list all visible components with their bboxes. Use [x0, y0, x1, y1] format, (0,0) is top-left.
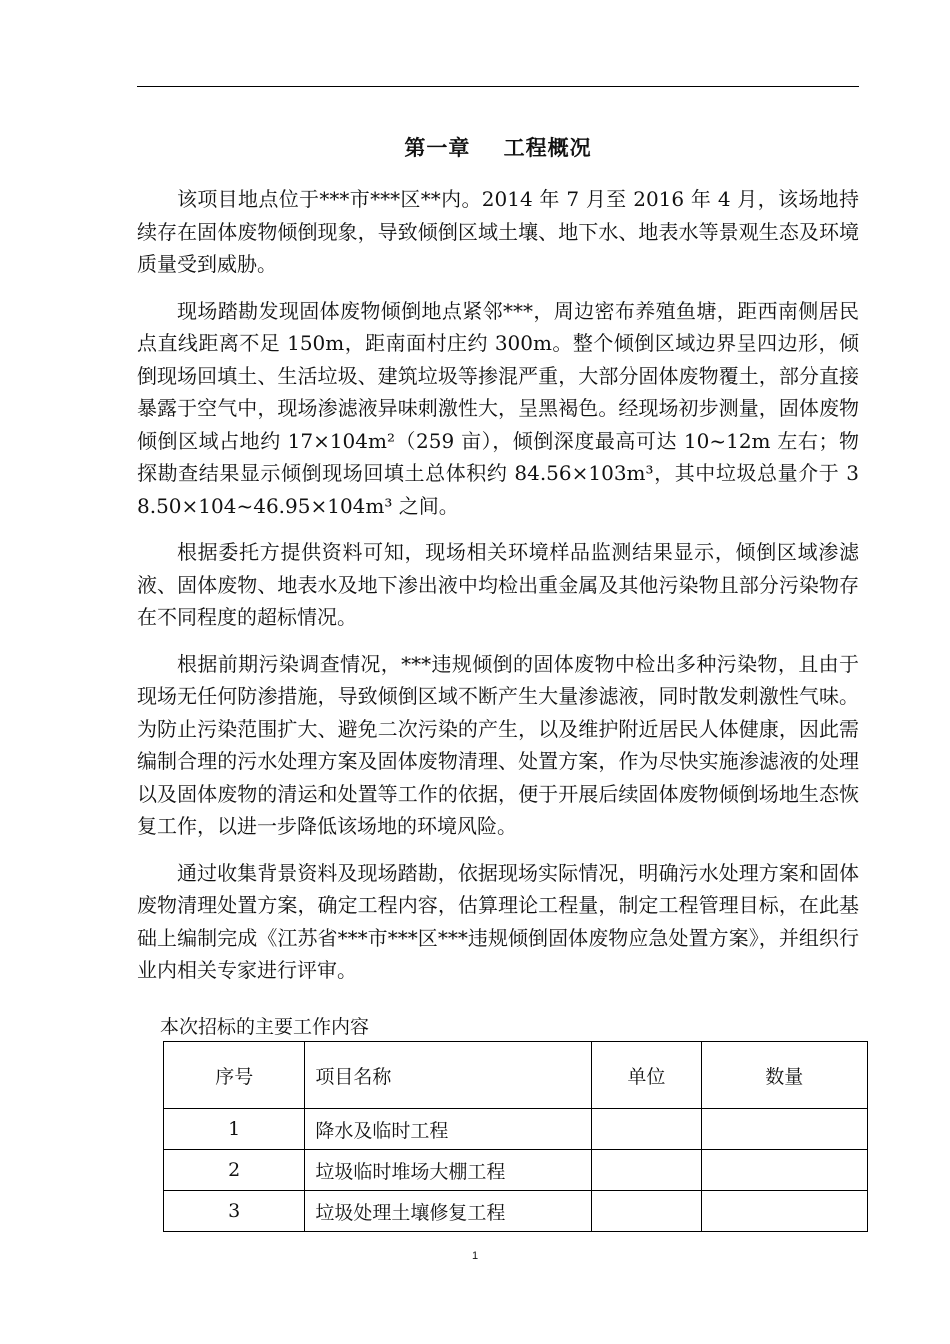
table-row: [164, 1109, 868, 1150]
row-project-name: 垃圾处理土壤修复工程: [305, 1191, 592, 1232]
row-index: 3: [164, 1191, 305, 1232]
table-row: [164, 1191, 868, 1232]
row-unit: [592, 1109, 701, 1150]
paragraph-pollution-investigation: 根据前期污染调查情况，***违规倾倒的固体废物中检出多种污染物，且由于现场无任何防渗措施，导致倾倒区域不断产生大量渗滤液，同时散发刺激性气味。为防止污染范围扩大、避免二次污染的产生，以及维护附近居民人体健康，因此需编制合理的污水处理方案及固体废物清理、处置方案，作为尽快实施渗滤液的处理以及固体废物的清运和处置等工作的依据，便于开展后续固体废物倾倒场地生态恢复工作，以进一步降低该场地的环境风险。: [137, 651, 859, 838]
work-content-table: [163, 1041, 868, 1232]
paragraph-plan-preparation: 通过收集背景资料及现场踏勘，依据现场实际情况，明确污水处理方案和固体废物清理处置方案，确定工程内容，估算理论工程量，制定工程管理目标，在此基础上编制完成《江苏省***市***区***违规倾倒固体废物应急处置方案》，并组织行业内相关专家进行评审。: [137, 860, 859, 982]
body-text: [137, 183, 859, 1001]
chapter-title: 第一章 工程概况: [404, 136, 592, 160]
table-row: [164, 1150, 868, 1191]
row-quantity: [701, 1191, 868, 1232]
row-index: 2: [164, 1150, 305, 1191]
header-rule: [137, 86, 859, 87]
table-caption: 本次招标的主要工作内容: [160, 1016, 370, 1038]
page-number: 1: [471, 1250, 479, 1262]
row-project-name: 降水及临时工程: [305, 1109, 592, 1150]
row-quantity: [701, 1109, 868, 1150]
row-project-name: 垃圾临时堆场大棚工程: [305, 1150, 592, 1191]
header-project-name: 项目名称: [305, 1042, 592, 1109]
paragraph-project-location: 该项目地点位于***市***区**内。2014 年 7 月至 2016 年 4 月，该场地持续存在固体废物倾倒现象，导致倾倒区域土壤、地下水、地表水等景观生态及环境质量受到威胁。: [137, 187, 859, 276]
header-index: 序号: [164, 1042, 305, 1109]
header-quantity: 数量: [701, 1042, 868, 1109]
paragraph-site-survey: 现场踏勘发现固体废物倾倒地点紧邻***，周边密布养殖鱼塘，距西南侧居民点直线距离不足 150m，距南面村庄约 300m。整个倾倒区域边界呈四边形，倾倒现场回填土、生活垃圾、建筑垃圾等掺混严重，大部分固体废物覆土，部分直接暴露于空气中，现场渗滤液异味刺激性大，呈黑褐色。经现场初步测量，固体废物倾倒区域占地约 17×104m²（259 亩），倾倒深度最高可达 10~12m 左右；物探勘查结果显示倾倒现场回填土总体积约 84.56×103m³，其中垃圾总量介于 38.50×104~46.95×104m³ 之间。: [137, 298, 859, 518]
row-unit: [592, 1150, 701, 1191]
table-header-row: [164, 1042, 868, 1109]
row-index: 1: [164, 1109, 305, 1150]
paragraph-monitoring-results: 根据委托方提供资料可知，现场相关环境样品监测结果显示，倾倒区域渗滤液、固体废物、地表水及地下渗出液中均检出重金属及其他污染物且部分污染物存在不同程度的超标情况。: [137, 540, 859, 629]
row-quantity: [701, 1150, 868, 1191]
header-unit: 单位: [592, 1042, 701, 1109]
row-unit: [592, 1191, 701, 1232]
